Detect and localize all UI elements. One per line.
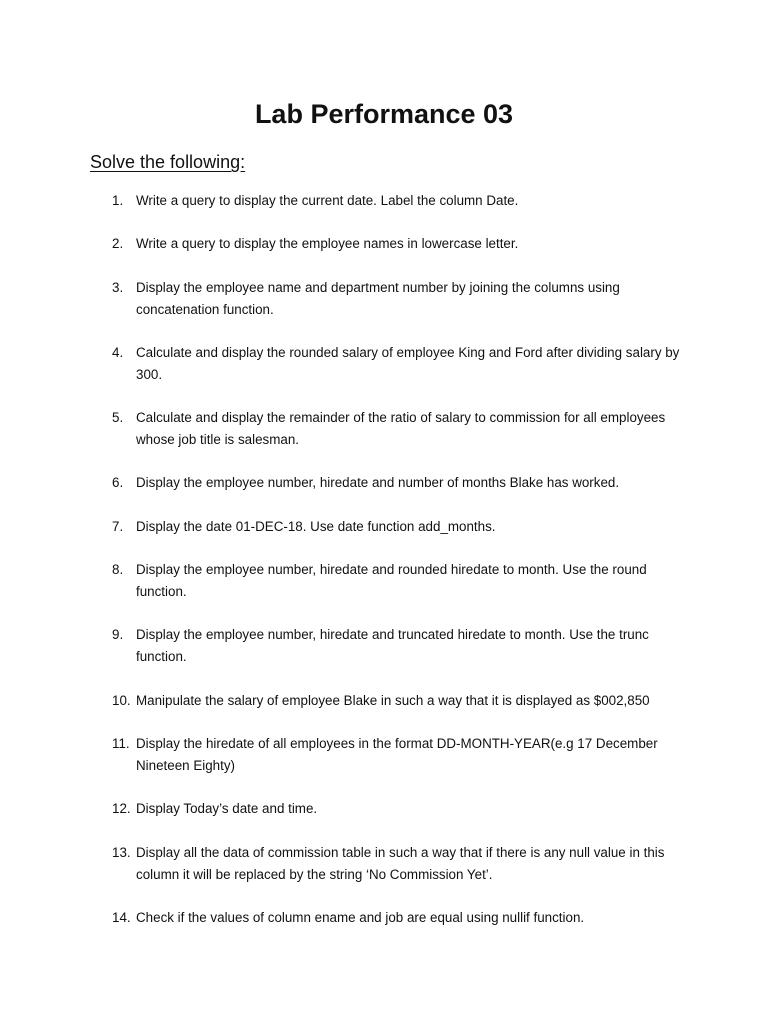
item-text: Display the employee number, hiredate and rounded hiredate to month. Use the round function. [136, 562, 647, 599]
item-text: Display the employee number, hiredate and truncated hiredate to month. Use the trunc function. [136, 627, 649, 664]
list-item [112, 277, 682, 321]
section-heading: Solve the following: [90, 152, 246, 172]
item-text: Display the hiredate of all employees in the format DD-MONTH-YEAR(e.g 17 December Nineteen Eighty) [136, 736, 658, 773]
list-item [112, 907, 682, 929]
item-number: 3. [112, 280, 124, 295]
list-item [112, 624, 682, 668]
page-title: Lab Performance 03 [254, 99, 514, 129]
item-number: 8. [112, 562, 124, 577]
item-number: 6. [112, 475, 124, 490]
item-text: Display all the data of commission table in such a way that if there is any null value in this column it will be replaced by the string ‘No Commission Yet’. [136, 845, 665, 882]
item-number: 5. [112, 410, 124, 425]
item-text: Display Today’s date and time. [136, 801, 318, 816]
item-text: Display the employee name and department number by joining the columns using concatenation function. [136, 280, 620, 317]
item-text: Calculate and display the remainder of the ratio of salary to commission for all employees whose job title is salesman. [136, 410, 666, 447]
item-number: 12. [112, 801, 131, 816]
item-text: Display the employee number, hiredate and number of months Blake has worked. [136, 475, 620, 490]
list-item [112, 690, 682, 712]
list-item [112, 342, 682, 386]
item-number: 13. [112, 845, 131, 860]
item-text: Display the date 01-DEC-18. Use date function add_months. [136, 519, 496, 534]
item-text: Write a query to display the employee names in lowercase letter. [136, 236, 519, 251]
item-number: 10. [112, 693, 131, 708]
list-item [112, 516, 682, 538]
item-text: Write a query to display the current date. Label the column Date. [136, 193, 519, 208]
item-number: 2. [112, 236, 124, 251]
item-number: 1. [112, 193, 124, 208]
list-item [112, 472, 682, 494]
item-number: 11. [112, 736, 130, 751]
item-text: Calculate and display the rounded salary of employee King and Ford after dividing salary by 300. [136, 345, 680, 382]
list-item [112, 559, 682, 603]
item-number: 9. [112, 627, 124, 642]
item-text: Check if the values of column ename and job are equal using nullif function. [136, 910, 585, 925]
list-item [112, 190, 682, 212]
list-item [112, 733, 682, 777]
item-number: 14. [112, 910, 131, 925]
item-text: Manipulate the salary of employee Blake in such a way that it is displayed as $002,850 [136, 693, 650, 708]
item-number: 4. [112, 345, 124, 360]
list-item [112, 407, 682, 451]
item-number: 7. [112, 519, 124, 534]
list-item [112, 798, 682, 820]
list-item [112, 233, 682, 255]
list-item [112, 842, 682, 886]
